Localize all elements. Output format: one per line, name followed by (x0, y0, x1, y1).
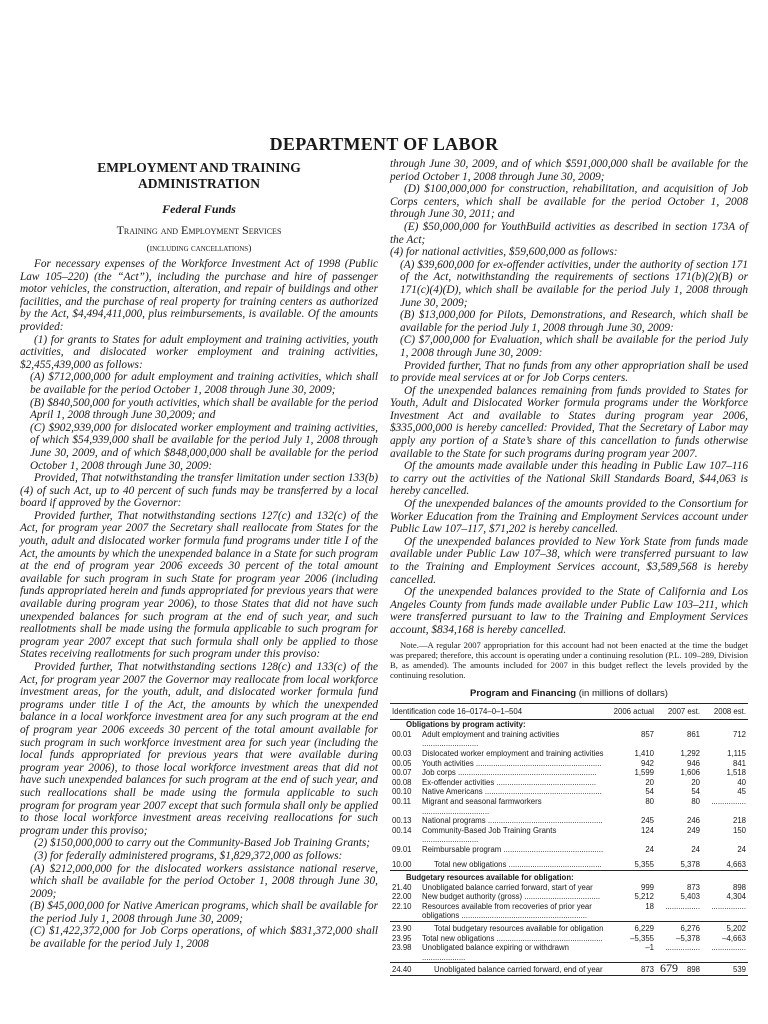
col-header-2007: 2007 est. (656, 703, 702, 720)
section-heading: Obligations by program activity: (406, 720, 526, 730)
paragraph: (B) $13,000,000 for Pilots, Demonstrations, and Research, which shall be available for the period July 1, 2008 through June 30, 2009: (400, 309, 748, 334)
value-2006: 1,599 (634, 768, 654, 778)
table-row (390, 902, 748, 922)
right-column (390, 158, 748, 976)
row-code: 24.40 (390, 965, 420, 975)
account-heading: Training and Employment Services (116, 223, 282, 237)
value-2008: 841 (732, 758, 746, 768)
table-row (390, 892, 748, 902)
col-header-2008: 2008 est. (702, 703, 748, 720)
paragraph: (C) $1,422,372,000 for Job Corps operations, of which $831,372,000 shall be available for the period July 1, 2008 (30, 925, 378, 951)
table-row (390, 943, 748, 963)
row-code: 23.90 (392, 924, 412, 934)
value-2007: 5,403 (680, 892, 700, 902)
paragraph: (B) $45,000,000 for Native American programs, which shall be available for the period July 1, 2008 through June 30, 2009; (30, 900, 378, 925)
value-2008: ................ (711, 901, 746, 911)
paragraph: Of the unexpended balances remaining from funds provided to States for Youth, Adult and Dislocated Worker formula programs under the Workforce Investment Act and available to States during program year 2006, $335,000,000 is hereby cancelled: Provided, That the Secretary of Labor may apply any portion of a State’s share of this cancellation to funds otherwise available to the State for such programs during program year 2007. (390, 384, 748, 460)
row-label: Job corps ................................................................ (422, 768, 597, 778)
paragraph: (4) for national activities, $59,600,000 as follows: (390, 246, 618, 259)
paragraph: Provided further, That no funds from any other appropriation shall be used to provide meal services at or for Job Corps centers. (390, 359, 748, 385)
value-2007: 5,378 (680, 860, 700, 870)
row-label: Total new obligations ........................................... (434, 860, 602, 870)
table-row (390, 924, 748, 934)
value-2006: 124 (640, 825, 654, 835)
value-2006: –5,355 (630, 933, 654, 943)
value-2007: ................ (665, 901, 700, 911)
table-title (390, 688, 748, 699)
value-2007: 246 (686, 816, 700, 826)
value-2008: 5,202 (726, 924, 746, 934)
value-2008: 4,304 (726, 892, 746, 902)
table-header-row (390, 703, 748, 720)
row-code: 00.10 (392, 787, 412, 797)
paragraph: (C) $7,000,000 for Evaluation, which shall be available for the period July 1, 2008 through June 30, 2009: (400, 334, 748, 359)
value-2007: 54 (691, 787, 700, 797)
table-row (390, 845, 748, 855)
paragraph: through June 30, 2009, and of which $591,000,000 shall be available for the period October 1, 2008 through June 30, 2009; (390, 158, 748, 183)
value-2006: 80 (645, 796, 654, 806)
row-label: Migrant and seasonal farmworkers ............................... (422, 796, 542, 816)
row-label: Native Americans ...................................................... (422, 787, 602, 797)
paragraph: (3) for federally administered programs, $1,829,372,000 as follows: (34, 849, 343, 862)
paragraph: For necessary expenses of the Workforce Investment Act of 1998 (Public Law 105–220) (the “Act”), including the purchase and hire of passenger motor vehicles, the construction, alteration, and repair of buildings and other facilities, and the purchase of real property for training centers as authorized by the Act, $4,494,411,000, plus reimbursements, is available. Of the amounts provided: (20, 258, 378, 333)
value-2008: ................ (711, 943, 746, 953)
value-2006: 18 (645, 901, 654, 911)
value-2006: 5,212 (634, 892, 654, 902)
row-label: Youth activities .......................................................... (422, 758, 602, 768)
row-label: National programs ..................................................... (422, 816, 603, 826)
program-financing-table (390, 703, 748, 976)
row-code: 23.98 (392, 943, 412, 953)
qualifier-heading: (including cancellations) (146, 244, 252, 254)
value-2008: 712 (732, 729, 746, 739)
table-row (390, 778, 748, 788)
value-2006: 6,229 (634, 924, 654, 934)
table-row (390, 826, 748, 845)
row-code: 22.00 (392, 892, 412, 902)
row-code: 00.11 (392, 796, 411, 806)
row-code: 00.13 (392, 816, 412, 826)
table-unit: (in millions of dollars) (578, 687, 668, 699)
value-2006: 999 (640, 882, 654, 892)
row-label: Total budgetary resources available for obligation (434, 924, 604, 934)
paragraph: Provided further, That notwithstanding sections 128(c) and 133(c) of the Act, for program year 2007 the Governor may reallocate from local workforce investment areas, for the youth, adult, and dislocated worker formula fund programs under title I of the Act, the amounts by which the unexpended balance in a local workforce investment area for any such program at the end of program year 2006 exceeds 30 percent of the total amount available for such program in such workforce investment area for such year (including the local funds appropriated for previous years that were available during program year 2006), to those local workforce investment areas that did not have such unexpended balances for such program at the end of such year, and such reallocations shall be made using the formula applicable to such program for program year 2007 except that such formula shall only be applied to those local workforce investment areas receiving reallocations for such program under this proviso; (20, 661, 378, 837)
value-2008: 898 (732, 882, 746, 892)
row-label: Unobligated balance carried forward, start of year (422, 882, 593, 892)
row-label: Ex-offender activities .............................................. (422, 777, 597, 787)
value-2007: ................ (665, 943, 700, 953)
row-label: Unobligated balance carried forward, end of year (420, 965, 610, 975)
table-row (390, 797, 748, 816)
table-row (390, 883, 748, 893)
paragraph: Of the unexpended balances of the amounts provided to the Consortium for Worker Education from the Training and Employment Services account under Public Law 107–117, $71,202 is hereby cancelled. (390, 498, 748, 536)
paragraph: (E) $50,000,000 for YouthBuild activities as described in section 173A of the Act; (390, 220, 748, 246)
table-row (390, 730, 748, 749)
row-code: 21.40 (392, 882, 412, 892)
value-2006: –1 (645, 943, 654, 953)
value-2007: 861 (686, 729, 700, 739)
fund-type-heading: Federal Funds (162, 202, 236, 216)
paragraph: Of the unexpended balances provided to New York State from funds made available under Public Law 107–38, which were transferred pursuant to law to the Training and Employment Services account, $3,589,568 is hereby cancelled. (390, 535, 748, 586)
row-label: Resources available from recoveries of prior year obligations .......................................................... (422, 901, 592, 921)
value-2006: 873 (610, 965, 656, 975)
table-row (390, 749, 748, 759)
row-label: Total new obligations ................................................. (422, 933, 603, 943)
value-2006: 20 (645, 777, 654, 787)
value-2007: 24 (691, 844, 700, 854)
value-2007: 1,292 (680, 748, 700, 758)
value-2007: 873 (686, 882, 700, 892)
total-row (390, 860, 748, 870)
section-row (390, 720, 748, 730)
section-row (390, 873, 748, 883)
row-code: 23.95 (392, 933, 412, 943)
row-label: Adult employment and training activities .......................... (422, 729, 560, 749)
value-2008: –4,663 (722, 933, 746, 943)
agency-heading: EMPLOYMENT AND TRAINING ADMINISTRATION (97, 160, 301, 191)
table-row (390, 816, 748, 826)
table-row (390, 787, 748, 797)
value-2008: 40 (737, 777, 746, 787)
row-label: Community-Based Job Training Grants .......................... (422, 825, 557, 845)
row-code: 00.03 (392, 748, 412, 758)
value-2007: 80 (691, 796, 700, 806)
value-2006: 245 (640, 816, 654, 826)
identification-code: Identification code 16–0174–0–1–504 (390, 703, 610, 720)
paragraph: (A) $212,000,000 for the dislocated workers assistance national reserve, which shall be available for the period October 1, 2008 through June 30, 2009; (30, 862, 378, 900)
value-2008: 1,518 (726, 768, 746, 778)
value-2008: 1,115 (727, 748, 746, 758)
value-2008: 4,663 (726, 860, 746, 870)
col-header-2006: 2006 actual (610, 703, 656, 720)
table-row (390, 934, 748, 944)
value-2007: 898 (656, 965, 702, 975)
paragraph: (B) $840,500,000 for youth activities, which shall be available for the period April 1, 2008 through June 30,2009; and (30, 396, 378, 422)
paragraph: (A) $712,000,000 for adult employment and training activities, which shall be available for the period October 1, 2008 through June 30, 2009; (30, 371, 378, 396)
value-2008: 218 (732, 816, 746, 826)
table-title-text: Program and Financing (470, 687, 577, 699)
row-code: 00.01 (392, 729, 412, 739)
value-2007: 249 (686, 825, 700, 835)
row-label: New budget authority (gross) ................................... (422, 892, 601, 902)
budget-note: Note.—A regular 2007 appropriation for this account had not been enacted at the time the budget was prepared; therefore, this account is operating under a continuing resolution (P.L. 109–289, Division B, as amended). The amounts included for 2007 in this budget reflect the levels provided by the continuing resolution. (390, 639, 748, 680)
value-2006: 54 (645, 787, 654, 797)
paragraph: (2) $150,000,000 to carry out the Community-Based Job Training Grants; (34, 837, 371, 850)
row-code: 00.14 (392, 825, 412, 835)
value-2006: 1,410 (634, 748, 654, 758)
value-2006: 5,355 (634, 860, 654, 870)
paragraph: Provided, That notwithstanding the transfer limitation under section 133(b)(4) of such Act, up to 40 percent of such funds may be transferred by a local board if approved by the Governor: (20, 472, 378, 510)
row-code: 22.10 (392, 901, 412, 911)
row-code: 00.05 (392, 758, 412, 768)
table-body (390, 720, 748, 976)
paragraph: Provided further, That notwithstanding sections 127(c) and 132(c) of the Act, for program year 2007 the Secretary shall reallocate from States for the youth, adult and dislocated worker formula fund programs under title I of the Act, the amounts by which the unexpended balance in a State for such program at the end of program year 2006 exceeds 30 percent of the total amount available for such program in such State for program year 2006 (including funds appropriated herein and funds appropriated for previous years that were available during program year 2006), to those States that did not have such unexpended balances for such program at the end of such year, and such reallotments shall be made using the formula applicable to such program for program year 2007 except that such formula shall only be applied to those States receiving reallotments for such program under this proviso: (20, 509, 378, 661)
table-row (390, 759, 748, 769)
value-2007: 20 (691, 777, 700, 787)
row-code: 00.07 (392, 768, 412, 778)
section-heading: Budgetary resources available for obligation: (406, 873, 574, 883)
value-2006: 857 (640, 729, 654, 739)
value-2007: 6,276 (680, 924, 700, 934)
value-2008: 539 (702, 965, 748, 975)
value-2008: ................ (711, 796, 746, 806)
value-2006: 942 (640, 758, 654, 768)
paragraph: Of the unexpended balances provided to the State of California and Los Angeles County from funds made available under Public Law 103–211, which were transferred pursuant to law to the Training and Employment Services account, $834,168 is hereby cancelled. (390, 586, 748, 636)
paragraph: (C) $902,939,000 for dislocated worker employment and training activities, of which $54,939,000 shall be available for the period July 1, 2008 through June 30, 2009, and of which $848,000,000 shall be available for the period October 1, 2008 through June 30, 2009: (30, 421, 378, 472)
table-row (390, 768, 748, 778)
value-2007: 1,606 (680, 768, 700, 778)
left-column (20, 158, 378, 951)
paragraph: Of the amounts made available under this heading in Public Law 107–116 to carry out the activities of the National Skill Standards Board, $44,063 is hereby cancelled. (390, 460, 748, 498)
row-label: Dislocated worker employment and training activities (422, 748, 604, 758)
value-2007: –5,378 (676, 933, 700, 943)
value-2006: 24 (645, 844, 654, 854)
value-2008: 150 (732, 825, 746, 835)
row-label: Reimbursable program .............................................. (422, 844, 604, 854)
paragraph: (1) for grants to States for adult employment and training activities, youth activities, and dislocated worker employment and training activities, $2,455,439,000 as follows: (20, 333, 378, 371)
value-2008: 24 (737, 844, 746, 854)
row-code: 09.01 (392, 844, 412, 854)
value-2008: 45 (737, 787, 746, 797)
paragraph: (A) $39,600,000 for ex-offender activities, under the authority of section 171 of the Act, notwithstanding the requirements of sections 171(b)(2)(B) or 171(c)(4)(D), which shall be available for the period July 1, 2008 through June 30, 2009; (400, 258, 748, 309)
row-code: 10.00 (392, 860, 412, 870)
row-label: Unobligated balance expiring or withdrawn .................... (422, 943, 569, 962)
value-2007: 946 (686, 758, 700, 768)
paragraph: (D) $100,000,000 for construction, rehabilitation, and acquisition of Job Corps centers, which shall be available for the period October 1, 2008 through June 30, 2011; and (390, 183, 748, 221)
page-title: DEPARTMENT OF LABOR (269, 134, 499, 154)
row-code: 00.08 (392, 777, 412, 787)
total-row (390, 965, 748, 975)
page-number: 679 (660, 961, 678, 975)
